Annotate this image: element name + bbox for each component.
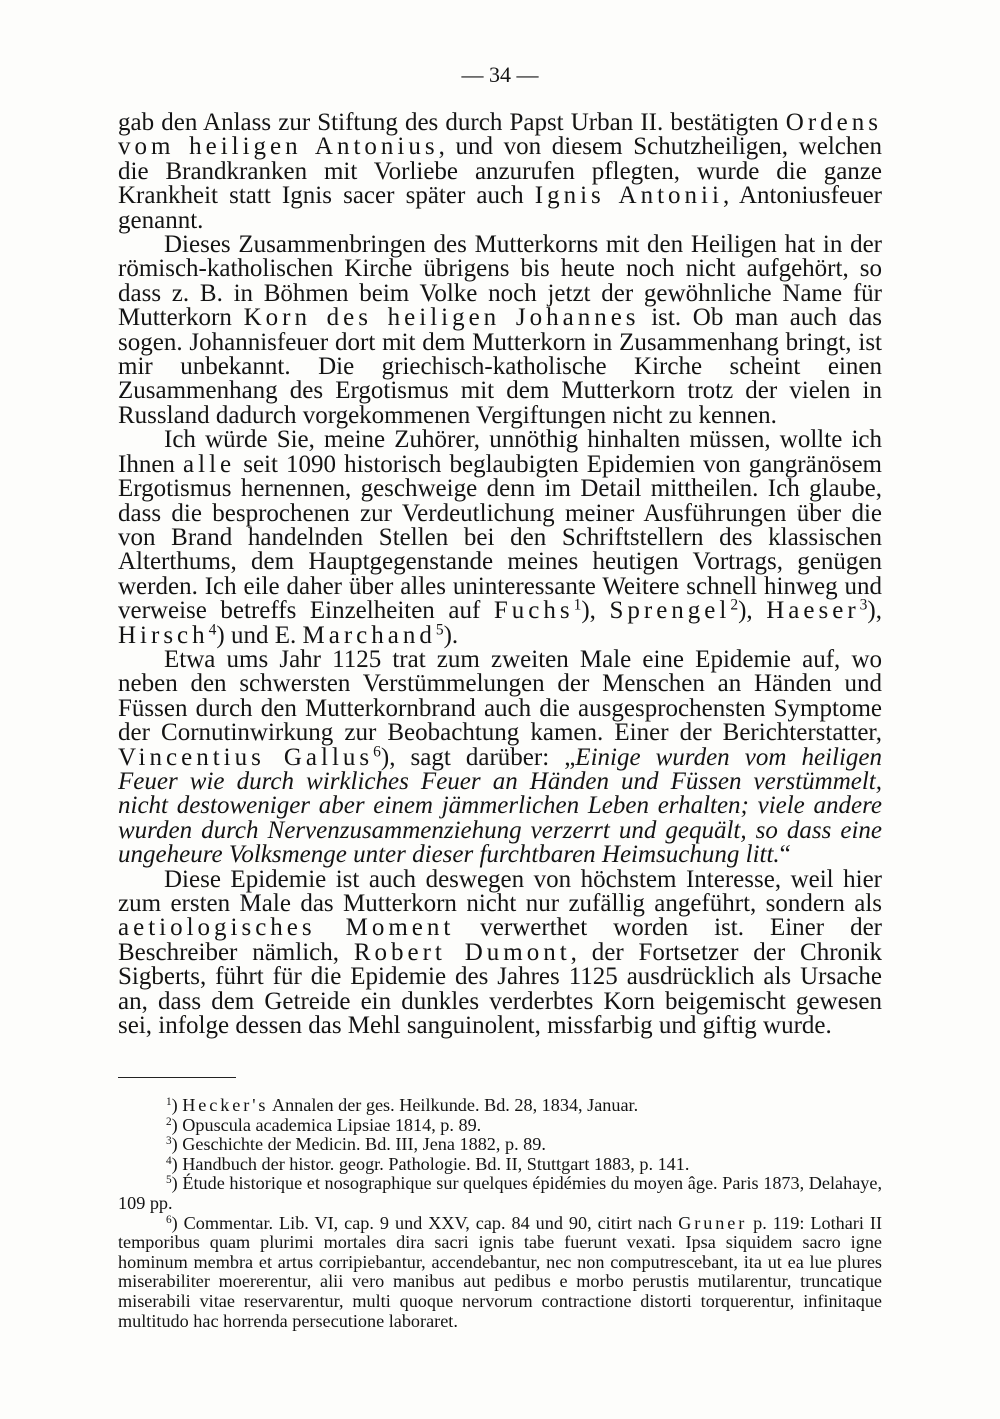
italic-quote: Einige wurden vom heiligen Feuer wie durch wirkliches Feuer an Händen und Füssen verstümmelt, nicht destoweniger aber einem jämmerlichen Leben erhalten; viele andere wurden durch Nervenzusammenziehung verzerrt und gequält, so dass eine ungeheure Volksmenge unter dieser furchtbaren Heimsuchung litt. [118, 743, 882, 869]
text-run: ) [171, 1095, 183, 1115]
paragraph [118, 865, 883, 1040]
spaced-text: aetiologisches Moment [118, 914, 455, 942]
paragraph [118, 428, 882, 648]
text-run: p. 119: Lothari II temporibus quam plurimi mortales dira sacri ignis tabe fuerunt vexati. Ipsa siquidem sacro igne hominum membra et artus corripiebantur, accendebantur, nec non computrescebant, ita ut ea lue plures miserabiliter moererentur, alii vero manibus aut pedibus e morbo perustis mutilarentur, truncatique miserabili vitae reservarentur, multi quoque nervorum contractione distorti torquerentur, infinitaque multitudo hac horrenda persecutione laboraret. [118, 1212, 882, 1331]
spaced-text: Hecker's [182, 1095, 269, 1115]
spaced-text: Ignis Antonii [534, 182, 723, 210]
text-run: ). [443, 621, 459, 649]
text-run: , Antoniusfeuer genannt. [118, 182, 882, 234]
text-run: verwerthet worden ist. Einer der Beschreiber nämlich, [118, 914, 883, 966]
footnote-marker: 4 [166, 1154, 172, 1167]
footnote-marker: 3 [166, 1134, 172, 1147]
text-run: ) Étude historique et nosographique sur quelques épidémies du moyen âge. Paris 1873, Delahaye, 109 pp. [118, 1173, 882, 1213]
footnote-marker: 1 [573, 596, 582, 614]
text-run: ), [738, 597, 767, 625]
text-run: , und von diesem Schutzheiligen, welchen die Brandkranken mit Vorliebe anzurufen pflegten, wurde die ganze Krankheit statt Ignis sacer später auch [118, 133, 882, 210]
footnote [118, 1135, 882, 1155]
text-run: ) Opuscula academica Lipsiae 1814, p. 89. [171, 1114, 482, 1135]
footnote-marker: 6 [166, 1213, 172, 1226]
text-run: ), [581, 597, 610, 625]
text-run: seit 1090 historisch beglaubigten Epidemien von gangränösem Ergotismus hernennen, geschweige denn im Detail mittheilen. Ich glaube, dass die besprochenen zur Verdeutlichung meiner Ausführungen über die von Brand handelnden Stellen bei den Schriftstellern des klassischen Alterthums, dem Hauptgegenstande meines heutigen Vortrags, genügen werden. Ich eile daher über alles uninteressante Weitere schnell hinweg und verweise betreffs Einzelheiten auf [118, 450, 882, 625]
text-run: ), [867, 597, 882, 625]
paragraph [118, 233, 882, 428]
footnote [118, 1174, 882, 1213]
text-run: “ [779, 841, 791, 869]
spaced-text: Haeser [766, 597, 860, 625]
spaced-text: Gruner [678, 1212, 748, 1233]
spaced-text: Fuchs [493, 597, 574, 625]
footnote-marker: 6 [373, 743, 381, 761]
body-text [118, 111, 882, 1038]
footnote [118, 1214, 882, 1332]
footnote [118, 1116, 882, 1136]
spaced-text: Vincentius Gallus [118, 743, 374, 771]
text-run: ), sagt darüber: „ [380, 743, 576, 771]
footnote-divider [118, 1077, 236, 1078]
text-run: gab den Anlass zur Stiftung des durch Papst Urban II. bestätigten [118, 109, 786, 136]
footnote-marker: 2 [166, 1115, 172, 1128]
paragraph [118, 111, 882, 233]
spaced-text: alle [183, 450, 236, 478]
text-run: Dieses Zusammenbringen des Mutterkorns mit den Heiligen hat in der römisch-katholischen Kirche übrigens bis heute noch nicht aufgehört, so dass z. B. in Böhmen beim Volke noch jetzt der gewöhnliche Name für Mutterkorn [118, 231, 882, 332]
text-run: Diese Epidemie ist auch deswegen von höchstem Interesse, weil hier zum ersten Male das Mutterkorn nicht nur zufällig angeführt, sondern als [118, 865, 882, 917]
text-run: ) Commentar. Lib. VI, cap. 9 und XXV, cap. 84 und 90, citirt nach [171, 1212, 679, 1233]
footnote-marker: 5 [435, 621, 444, 639]
text-run: ist. Ob man auch das sogen. Johannisfeuer dort mit dem Mutterkorn in Zusammenhang bringt, ist mir unbekannt. Die griechisch-katholische Kirche scheint einen Zusammenhang des Ergotismus mit dem Mutterkorn trotz der vielen in Russland dadurch vorgekommenen Vergiftungen nicht zu kennen. [118, 304, 882, 429]
footnote-marker: 1 [166, 1095, 172, 1108]
text-run: Ich würde Sie, meine Zuhörer, unnöthig hinhalten müssen, wollte ich Ihnen [118, 426, 882, 478]
spaced-text: Hirsch [118, 621, 209, 649]
footnotes [118, 1096, 882, 1331]
text-run: Annalen der ges. Heilkunde. Bd. 28, 1834, Januar. [268, 1095, 639, 1115]
text-run: , der Fortsetzer der Chronik Sigberts, führt für die Epidemie des Jahres 1125 ausdrücklich als Ursache an, dass dem Getreide ein dunkles verderbtes Korn beigemischt gewesen sei, infolge dessen das Mehl sanguinolent, missfarbig und giftig wurde. [118, 938, 882, 1040]
spaced-text: Marchand [302, 621, 436, 649]
footnote-marker: 2 [730, 596, 739, 614]
spaced-text: Korn des heiligen Johannes [243, 304, 640, 332]
footnote [118, 1155, 882, 1175]
spaced-text: Ordens vom heiligen Antonius [118, 109, 882, 161]
page-number: — 34 — [461, 62, 539, 87]
footnote-marker: 4 [208, 621, 217, 639]
footnote [118, 1096, 882, 1116]
paragraph [118, 645, 882, 869]
spaced-text: Robert Dumont [353, 938, 571, 966]
text-run: ) Geschichte der Medicin. Bd. III, Jena 1882, p. 89. [171, 1134, 546, 1155]
footnote-marker: 3 [859, 596, 868, 614]
text-run: ) Handbuch der histor. geogr. Pathologie. Bd. II, Stuttgart 1883, p. 141. [171, 1153, 690, 1174]
spaced-text: Sprengel [609, 597, 731, 625]
footnote-marker: 5 [166, 1174, 172, 1187]
text-run: Etwa ums Jahr 1125 trat zum zweiten Male eine Epidemie auf, wo neben den schwersten Verstümmelungen der Menschen an Händen und Füssen durch den Mutterkornbrand auch die ausgesprochensten Symptome der Cornutinwirkung zur Beobachtung kamen. Einer der Berichterstatter, [118, 645, 882, 747]
text-run: ) und E. [216, 621, 303, 649]
